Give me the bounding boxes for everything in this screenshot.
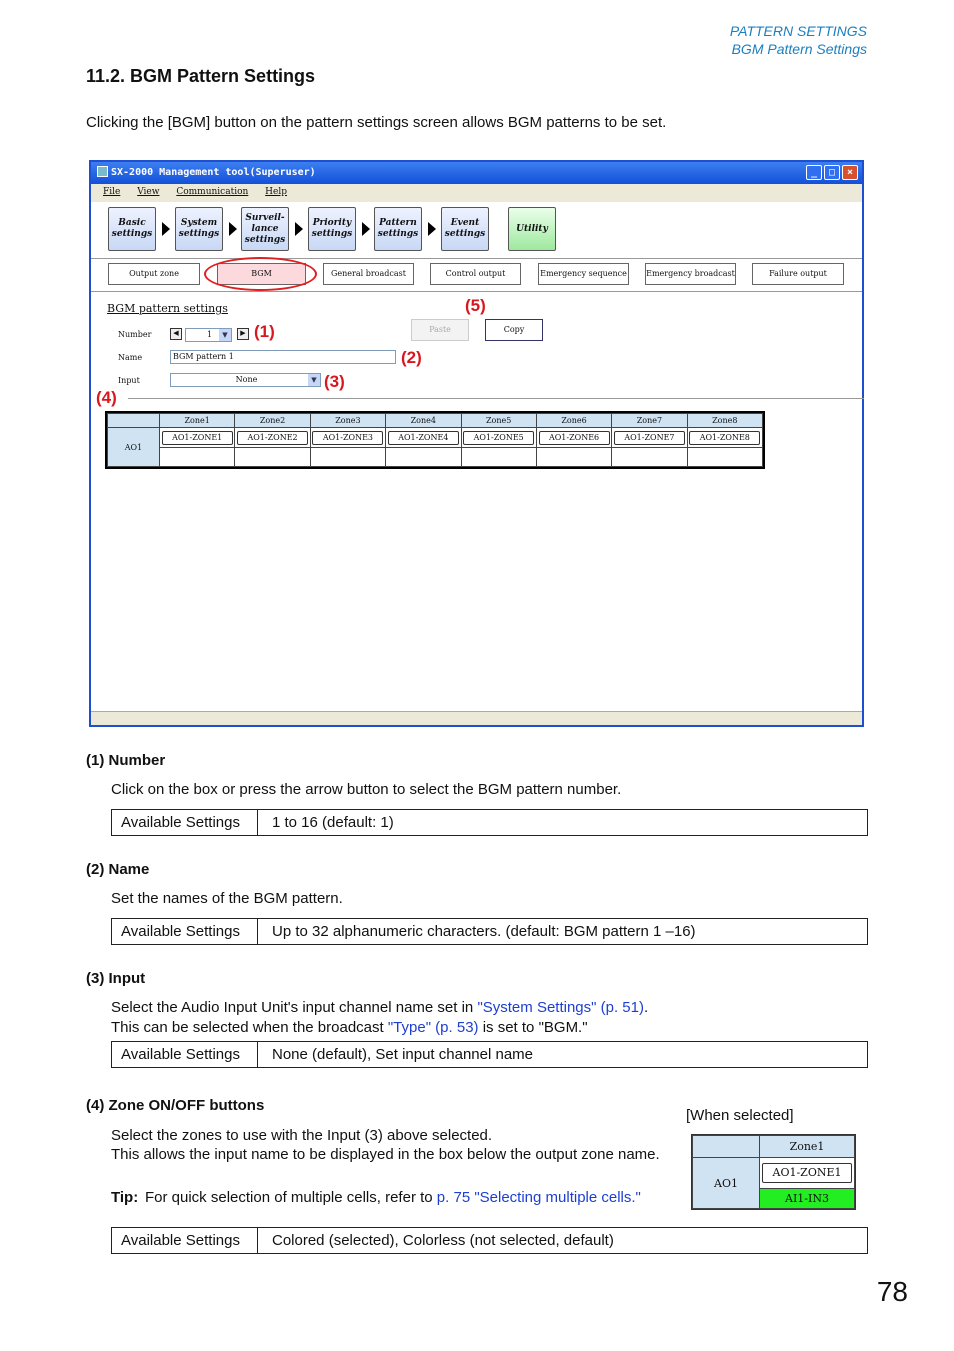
zone-button[interactable]: AO1-ZONE4 <box>388 431 459 445</box>
pattern-settings-button[interactable]: Pattern settings <box>374 207 422 251</box>
zone-button[interactable]: AO1-ZONE8 <box>689 431 760 445</box>
zone-cell[interactable] <box>310 448 385 467</box>
name-section-desc: Set the names of the BGM pattern. <box>111 890 343 907</box>
name-settings-table <box>111 918 868 945</box>
menu-bar <box>91 184 862 202</box>
grid-corner <box>108 414 160 428</box>
number-settings-table <box>111 809 868 836</box>
zone-section-title: (4) Zone ON/OFF buttons <box>86 1097 265 1114</box>
tab-emergency-sequence[interactable]: Emergency sequence <box>538 263 629 285</box>
intro-text: Clicking the [BGM] button on the pattern settings screen allows BGM patterns to be set. <box>86 114 667 131</box>
type-link[interactable]: "Type" (p. 53) <box>387 1019 479 1036</box>
zone-button[interactable]: AO1-ZONE1 <box>162 431 233 445</box>
status-bar <box>91 711 862 725</box>
page-number: 78 <box>876 1276 908 1307</box>
selected-input-cell[interactable]: AI1-IN3 <box>760 1188 855 1208</box>
tab-general-broadcast[interactable]: General broadcast <box>323 263 414 285</box>
zone-cell[interactable] <box>461 448 536 467</box>
settings-key: Available Settings <box>112 919 258 944</box>
zone-header: Zone5 <box>461 414 536 428</box>
page-heading: 11.2. BGM Pattern Settings <box>86 66 316 86</box>
surveillance-settings-button[interactable]: Surveil- lance settings <box>241 207 289 251</box>
tab-failure-output[interactable]: Failure output <box>752 263 844 285</box>
settings-value: Up to 32 alphanumeric characters. (default: BGM pattern 1 –16) <box>272 923 696 940</box>
zone-header: Zone4 <box>386 414 461 428</box>
copy-button[interactable]: Copy <box>485 319 543 341</box>
zone-settings-table <box>111 1227 868 1254</box>
arrow-right-icon <box>362 222 370 236</box>
chevron-down-icon: ▼ <box>308 374 320 386</box>
minimize-icon[interactable]: _ <box>806 165 822 180</box>
section-header: PATTERN SETTINGS <box>729 23 867 39</box>
input-settings-table <box>111 1041 868 1068</box>
system-settings-link[interactable]: "System Settings" (p. 51) <box>477 999 644 1016</box>
input-section-desc-1: Select the Audio Input Unit's input channel name set in "System Settings" (p. 51). <box>111 999 649 1016</box>
zone-header: Zone1 <box>160 414 235 428</box>
zone-button[interactable]: AO1-ZONE3 <box>312 431 383 445</box>
next-arrow-icon[interactable]: ▶ <box>237 328 249 340</box>
utility-button[interactable]: Utility <box>508 207 556 251</box>
tab-control-output[interactable]: Control output <box>430 263 521 285</box>
tab-output-zone[interactable]: Output zone <box>108 263 200 285</box>
settings-value: Colored (selected), Colorless (not selected, default) <box>272 1232 614 1249</box>
menu-communication[interactable]: Communication <box>176 187 249 197</box>
zone-section-desc-1: Select the zones to use with the Input (3) above selected. <box>111 1127 493 1144</box>
form-title: BGM pattern settings <box>107 302 228 315</box>
close-icon[interactable]: × <box>842 165 858 180</box>
subsection-header: BGM Pattern Settings <box>731 41 867 57</box>
example-zone-grid <box>691 1134 856 1210</box>
selecting-multiple-cells-link[interactable]: p. 75 "Selecting multiple cells." <box>436 1189 641 1206</box>
number-section-title: (1) Number <box>86 752 166 769</box>
settings-key: Available Settings <box>112 810 258 835</box>
number-section-desc: Click on the box or press the arrow button to select the BGM pattern number. <box>111 781 622 798</box>
basic-settings-button[interactable]: Basic settings <box>108 207 156 251</box>
prev-arrow-icon[interactable]: ◀ <box>170 328 182 340</box>
number-select[interactable]: 1 ▼ <box>185 328 232 342</box>
row-label: AO1 <box>693 1158 760 1209</box>
arrow-right-icon <box>229 222 237 236</box>
settings-key: Available Settings <box>112 1042 258 1067</box>
zone-cell[interactable] <box>386 448 461 467</box>
paste-button[interactable]: Paste <box>411 319 469 341</box>
divider <box>128 398 864 399</box>
tip-label: Tip: <box>111 1189 139 1206</box>
zone-cell[interactable] <box>160 448 235 467</box>
priority-settings-button[interactable]: Priority settings <box>308 207 356 251</box>
maximize-icon[interactable]: □ <box>824 165 840 180</box>
event-settings-button[interactable]: Event settings <box>441 207 489 251</box>
example-caption: [When selected] <box>686 1107 794 1124</box>
zone-header: Zone3 <box>310 414 385 428</box>
zone-header: Zone2 <box>235 414 310 428</box>
zone-cell[interactable] <box>612 448 687 467</box>
zone-header: Zone6 <box>536 414 611 428</box>
window-title: SX-2000 Management tool(Superuser) <box>111 167 316 178</box>
zone-button[interactable]: AO1-ZONE2 <box>237 431 308 445</box>
zone-button[interactable]: AO1-ZONE1 <box>762 1163 852 1183</box>
arrow-right-icon <box>428 222 436 236</box>
menu-file[interactable]: File <box>103 187 121 197</box>
name-label: Name <box>118 353 143 362</box>
input-label: Input <box>118 376 140 385</box>
name-section-title: (2) Name <box>86 861 150 878</box>
zone-button[interactable]: AO1-ZONE5 <box>463 431 534 445</box>
tab-emergency-broadcast[interactable]: Emergency broadcast <box>645 263 736 285</box>
input-select[interactable]: None ▼ <box>170 373 321 387</box>
settings-key: Available Settings <box>112 1228 258 1253</box>
zone-cell[interactable] <box>235 448 310 467</box>
zone-cell[interactable] <box>536 448 611 467</box>
zone-header: Zone8 <box>687 414 762 428</box>
app-screenshot <box>89 160 864 727</box>
zone-grid <box>105 411 765 469</box>
zone-section-desc-2: This allows the input name to be displayed in the box below the output zone name. <box>111 1146 660 1163</box>
zone-button[interactable]: AO1-ZONE7 <box>614 431 685 445</box>
chevron-down-icon: ▼ <box>219 329 231 341</box>
zone-button[interactable]: AO1-ZONE6 <box>539 431 610 445</box>
input-section-desc-2: This can be selected when the broadcast "Type" (p. 53) is set to "BGM." <box>111 1019 588 1036</box>
settings-value: None (default), Set input channel name <box>272 1046 533 1063</box>
menu-help[interactable]: Help <box>265 187 287 197</box>
callout-5: (5) <box>465 296 486 315</box>
zone-cell[interactable] <box>687 448 762 467</box>
row-label: AO1 <box>108 428 160 467</box>
settings-value: 1 to 16 (default: 1) <box>272 814 394 831</box>
name-field[interactable]: BGM pattern 1 <box>170 350 396 364</box>
input-section-title: (3) Input <box>86 970 146 987</box>
grid-corner <box>693 1136 760 1158</box>
highlight-ring <box>204 257 317 291</box>
arrow-right-icon <box>295 222 303 236</box>
tab-bgm[interactable]: BGM <box>217 263 306 285</box>
zone-header: Zone1 <box>760 1136 855 1158</box>
zone-header: Zone7 <box>612 414 687 428</box>
main-toolbar <box>91 202 862 259</box>
callout-2: (2) <box>401 348 422 367</box>
system-settings-button[interactable]: System settings <box>175 207 223 251</box>
callout-4: (4) <box>96 388 117 407</box>
callout-1: (1) <box>254 322 275 341</box>
tip-text: For quick selection of multiple cells, refer to p. 75 "Selecting multiple cells." <box>145 1189 641 1206</box>
app-icon <box>97 166 108 177</box>
window-titlebar <box>91 162 862 184</box>
menu-view[interactable]: View <box>137 187 160 197</box>
number-label: Number <box>118 330 152 339</box>
arrow-right-icon <box>162 222 170 236</box>
callout-3: (3) <box>324 372 345 391</box>
